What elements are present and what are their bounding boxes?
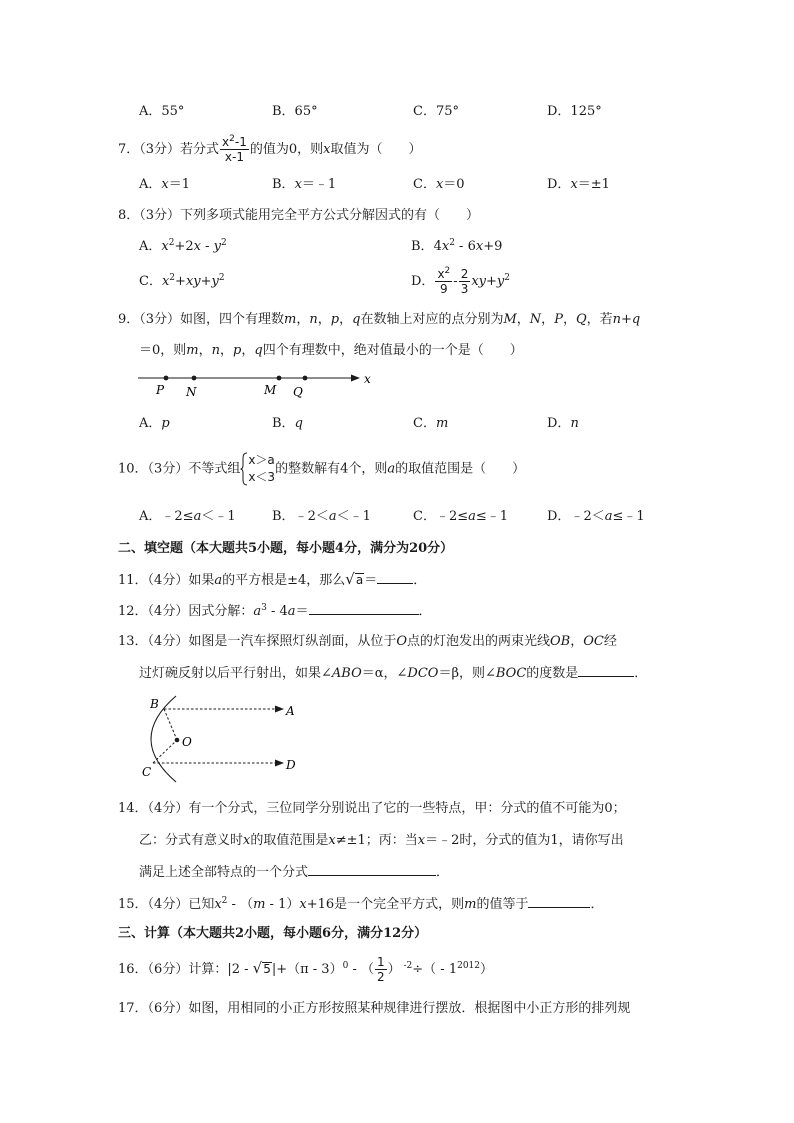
q9-option-d[interactable]: D．n [547,416,579,431]
q7-option-d[interactable]: D．x＝±1 [547,177,610,192]
q9-options [139,415,699,433]
label-p: P [156,383,165,397]
q9-stem-line2: ＝0，则m，n，p，q四个有理数中，绝对值最小的一个是（ ） [139,343,523,358]
q16-stem: 16．（6分）计算：|2 - √5|+（π - 3）$^0$ - （ $\frac{1}{2}$ ） $^{-2}\div( - 1^{2012})$ [118,955,494,984]
number-line-arrow [351,375,360,382]
label-n: N [186,385,197,399]
q10-stem: 10．（3分）不等式组 x＞a x＜3 的整数解有4个，则a的取值范围是（ ） [118,453,526,484]
headlight-figure [136,694,306,786]
point-p [164,376,169,381]
q7-options [139,176,699,194]
q6-option-b[interactable]: B．65° [272,104,318,119]
q6-option-c[interactable]: C．75° [413,104,459,119]
q15-stem: 15．（4分）已知$x^2 - (m - 1)x+16$是一个完全平方式，则m的值等于 ． [118,896,604,912]
section-2-heading: 二、填空题（本大题共5小题，每小题4分，满分为20分） [118,541,454,556]
q13-answer-blank[interactable] [578,664,634,677]
label-b: B [150,697,159,711]
q15-answer-blank[interactable] [528,895,590,908]
q9-stem-line1: 9．（3分）如图，四个有理数m，n，p，q在数轴上对应的点分别为M，N，P，Q，若n+q [118,312,641,327]
q10-option-b[interactable]: B．﹣2＜a＜﹣1 [272,509,371,524]
q13-stem-line1: 13．（4分）如图是一汽车探照灯纵剖面，从位于O点的灯泡发出的两束光线OB，OC经 [118,634,617,649]
q14-stem-line1: 14．（4分）有一个分式，三位同学分别说出了它的一些特点，甲：分式的值不可能为0； [118,801,626,816]
q10-option-a[interactable]: A．﹣2≤a＜﹣1 [139,509,236,524]
q10-option-c[interactable]: C．﹣2≤a≤﹣1 [413,509,509,524]
q7-stem: 7．（3分）若分式 $\frac{x^2-1}{x-1}$ 的值为0，则x取值为（ ） [118,134,422,164]
label-o: O [182,735,192,749]
q8-options-row2 [139,266,699,296]
q17-stem: 17．（6分）如图，用相同的小正方形按照某种规律进行摆放．根据图中小正方形的排列规 [118,1001,631,1016]
q7-option-c[interactable]: C．x＝0 [413,177,465,192]
q6-option-a[interactable]: A．55° [139,104,185,119]
q8-option-a[interactable]: A．$x^2+2x - y^2$ [139,238,227,254]
q10-options [139,508,699,526]
q8-option-c[interactable]: C．$x^2+xy+y^2$ [139,273,225,289]
point-q [303,376,308,381]
q8-stem: 8．（3分）下列多项式能用完全平方公式分解因式的有（ ） [118,208,480,223]
q8-option-b[interactable]: B．$4x^2 - 6x+9$ [411,238,503,254]
section-3-heading: 三、计算（本大题共2小题，每小题6分，满分12分） [118,926,428,941]
q9-option-a[interactable]: A．p [139,416,170,431]
q14-answer-blank[interactable] [308,863,436,876]
point-n [192,376,197,381]
point-o [175,738,180,743]
label-d: D [286,758,296,772]
q14-stem-line2: 乙：分式有意义时x的取值范围是x≠±1；丙：当x＝﹣2时，分式的值为1，请你写出 [139,833,624,848]
label-m: M [264,383,277,397]
sqrt-icon: √ [345,570,355,588]
q10-option-d[interactable]: D．﹣2＜a≤﹣1 [547,509,645,524]
q8-option-d[interactable]: D． $\frac{x^2}{9}$ - $\frac{2}{3}$ $xy+y^2$ [411,266,511,296]
label-q: Q [293,385,303,399]
ray-oc [153,740,177,763]
sqrt-icon: √ [252,959,263,977]
q7-option-a[interactable]: A．x＝1 [139,177,191,192]
q13-stem-line2: 过灯碗反射以后平行射出，如果∠ABO＝α，∠DCO＝β，则∠BOC的度数是 ． [139,666,648,681]
q14-stem-line3: 满足上述全部特点的一个分式 ． [139,865,450,880]
label-x: x [364,372,371,386]
q8-options-row1 [139,238,699,256]
label-c: C [142,765,152,779]
inequality-system: x＞a x＜3 [240,452,275,486]
q11-stem: 11．（4分）如果a的平方根是±4，那么√a＝ ． [118,570,427,588]
q7-option-b[interactable]: B．x＝﹣1 [272,177,337,192]
q11-answer-blank[interactable] [377,571,413,584]
ray-ob [164,709,177,740]
left-brace-icon [240,452,248,486]
q12-answer-blank[interactable] [309,602,419,615]
q12-stem: 12．（4分）因式分解：$a^3 - 4a=$ ． [118,603,432,619]
point-m [277,376,282,381]
q9-option-c[interactable]: C．m [413,416,449,431]
q6-options [139,103,699,121]
number-line-figure [136,368,376,400]
label-a: A [286,704,295,718]
arrow-d [275,760,284,767]
q6-option-d[interactable]: D．125° [547,104,602,119]
q9-option-b[interactable]: B．q [272,416,303,431]
arrow-a [275,706,284,713]
q7-fraction: $\frac{x^2-1}{x-1}$ [222,134,247,164]
